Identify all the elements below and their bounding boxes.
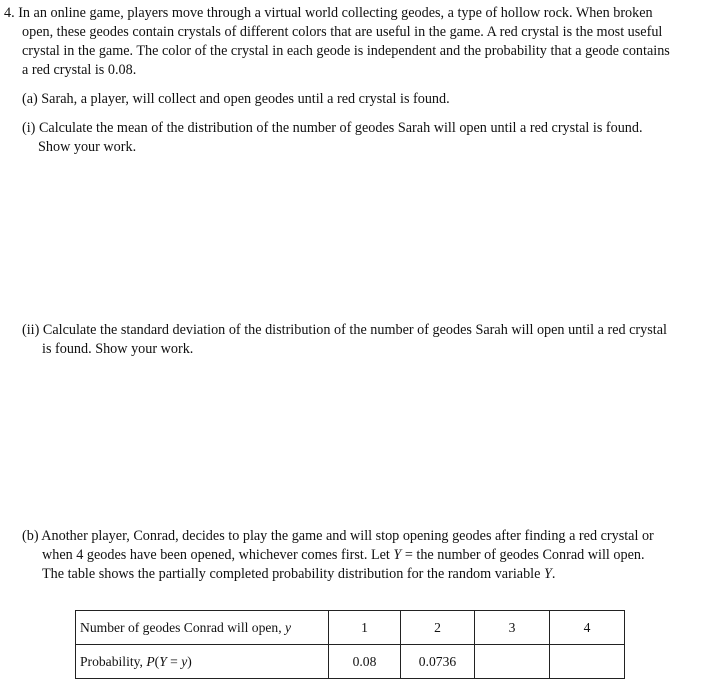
- cell-p-3: [475, 645, 550, 679]
- cell-p-2: 0.0736: [401, 645, 475, 679]
- probability-distribution-table: [75, 610, 625, 679]
- question-intro-line-1: In an online game, players move through a virtual world collecting geodes, a type of hollow rock. When broken: [18, 5, 653, 21]
- part-a-ii-prompt: [22, 321, 692, 359]
- cell-y-3: 3: [475, 611, 550, 645]
- part-b-line-3: The table shows the partially completed probability distribution for the random variable Y.: [42, 566, 556, 582]
- question-intro-line-2: open, these geodes contain crystals of different colors that are useful in the game. A red crystal is the most useful: [22, 24, 663, 40]
- cell-y-1: 1: [329, 611, 401, 645]
- row-header-probability: Probability, P(Y = y): [76, 645, 329, 679]
- cell-y-2: 2: [401, 611, 475, 645]
- variable-Y: Y: [543, 566, 552, 582]
- cell-p-1: 0.08: [329, 645, 401, 679]
- cell-y-4: 4: [550, 611, 625, 645]
- part-b-line-1: (b) Another player, Conrad, decides to play the game and will stop opening geodes after finding a red crystal or: [22, 528, 654, 544]
- part-a-i-prompt: [22, 119, 692, 157]
- part-b-prompt: [22, 527, 692, 584]
- table-row-values: [76, 611, 625, 645]
- variable-Y: Y: [393, 547, 402, 563]
- part-a-ii-line-1: (ii) Calculate the standard deviation of the distribution of the number of geodes Sarah will open until a red crystal: [22, 322, 667, 338]
- part-a-text: (a) Sarah, a player, will collect and open geodes until a red crystal is found.: [22, 91, 450, 107]
- row-header-geodes: Number of geodes Conrad will open, y: [76, 611, 329, 645]
- question-intro-line-3: crystal in the game. The color of the crystal in each geode is independent and the probability that a geode contains: [22, 43, 670, 59]
- question-number: 4.: [4, 5, 15, 21]
- table-row-probabilities: [76, 645, 625, 679]
- part-b-line-2: when 4 geodes have been opened, whichever comes first. Let Y = the number of geodes Conrad will open.: [42, 547, 645, 563]
- part-a-i-line-2: Show your work.: [38, 139, 137, 155]
- part-a-ii-line-2: is found. Show your work.: [42, 341, 194, 357]
- cell-p-4: [550, 645, 625, 679]
- part-a-i-line-1: (i) Calculate the mean of the distribution of the number of geodes Sarah will open until a red crystal is found.: [22, 120, 643, 136]
- part-a-prompt: [22, 90, 692, 109]
- question-intro-line-4: a red crystal is 0.08.: [22, 62, 137, 78]
- question-intro: [4, 4, 694, 80]
